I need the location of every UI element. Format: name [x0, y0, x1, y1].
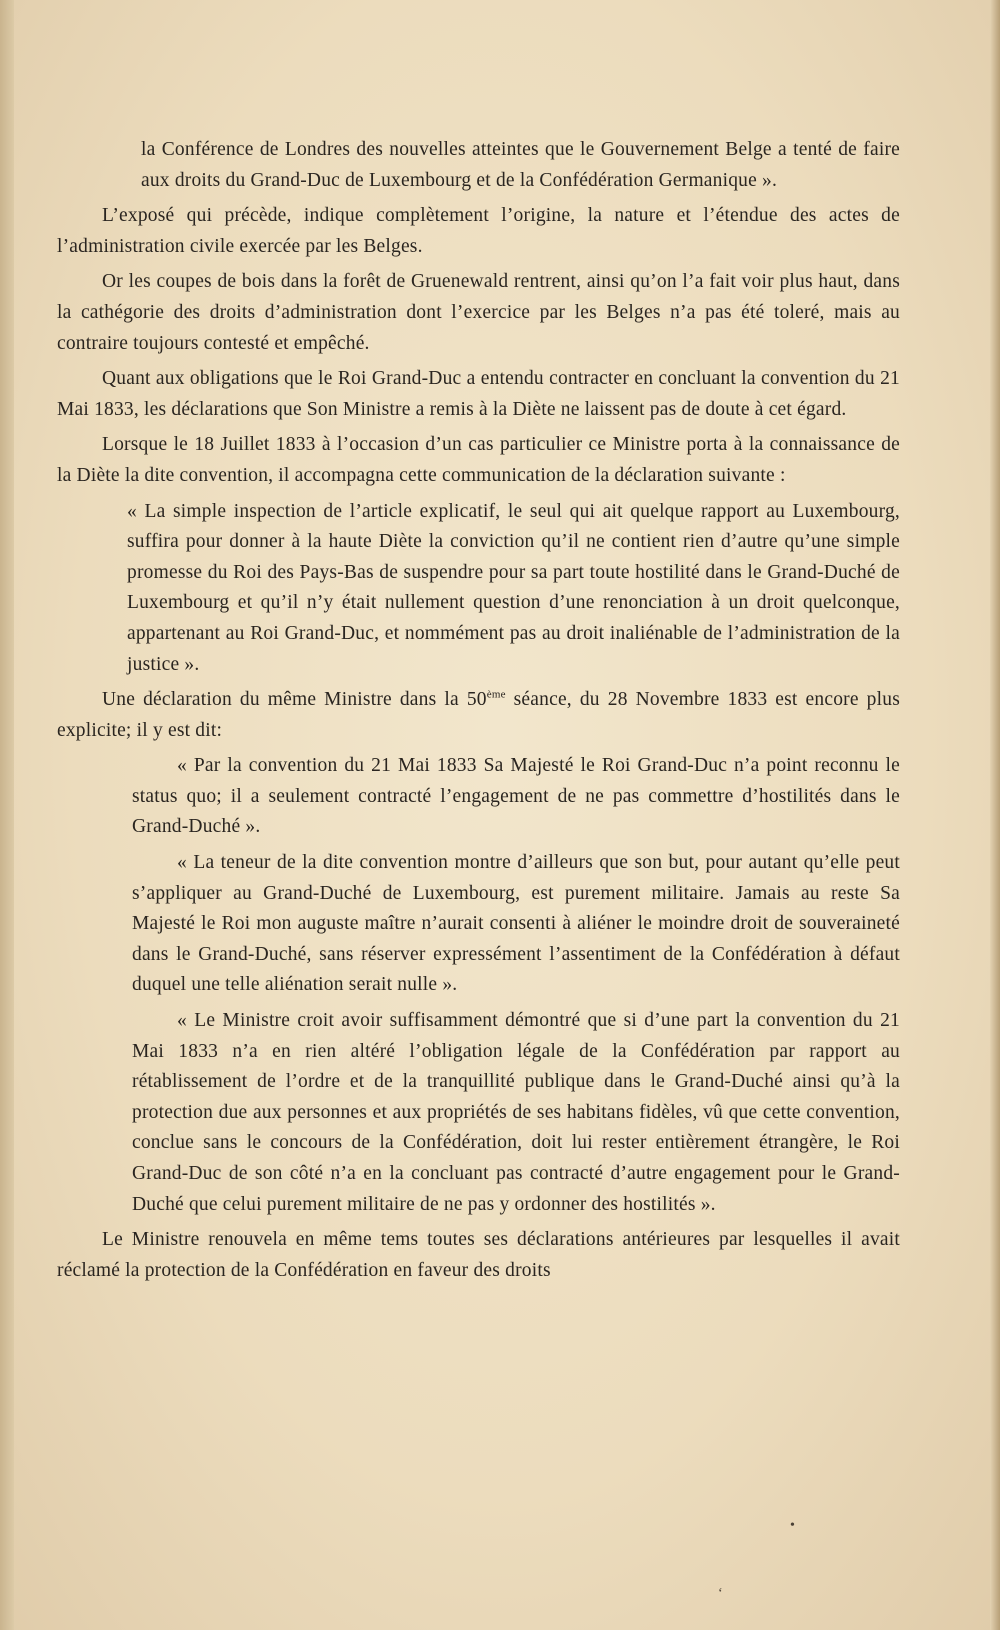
declaration-text-before: Une déclaration du même Ministre dans la 50: [102, 689, 487, 711]
ordinal-superscript: ème: [486, 688, 506, 701]
quote-status-quo: « Par la convention du 21 Mai 1833 Sa Majesté le Roi Grand-Duc n’a point reconnu le status quo; il a seulement contracté l’engagement de ne pas commettre d’hostilités dans le Grand-Duché ».: [132, 755, 900, 838]
document-body: [57, 135, 900, 1291]
paragraph-quote-continuation: la Conférence de Londres des nouvelles atteintes que le Gouvernement Belge a tenté de faire aux droits du Grand-Duc de Luxembourg et de la Confédération Germanique ».: [141, 139, 900, 191]
ink-speck: •: [790, 1518, 795, 1533]
quote-ministre-croit: « Le Ministre croit avoir suffisamment démontré que si d’une part la convention du 21 Mai 1833 n’a en rien altéré l’obligation légale de la Confédération par rapport au rétablissement de l’ordre et de la tranquillité publique dans le Grand-Duché ainsi qu’à la protection due aux personnes et aux propriétés de ses habitans fidèles, vû que cette convention, conclue sans le concours de la Confédération, doit lui rester entièrement étrangère, le Roi Grand-Duc de son côté n’a en la concluant pas contracté d’autre engagement pour le Grand-Duché que celui purement militaire de ne pas y ordonner des hostilités ».: [132, 1010, 900, 1215]
paragraph-expose: L’exposé qui précède, indique complètement l’origine, la nature et l’étendue des actes de l’administration civile exercée par les Belges.: [57, 205, 900, 257]
paragraph-juillet-1833: Lorsque le 18 Juillet 1833 à l’occasion d’un cas particulier ce Ministre porta à la connaissance de la Diète la dite convention, il accompagna cette communication de la déclaration suivante :: [57, 434, 900, 486]
quote-declaration-juillet: « La simple inspection de l’article explicatif, le seul qui ait quelque rapport au Luxembourg, suffira pour donner à la haute Diète la conviction qu’il ne contient rien d’autre qu’une simple promesse du Roi des Pays-Bas de suspendre pour sa part toute hostilité dans le Grand-Duché de Luxembourg et qu’il n’y était nullement question d’une renonciation à un droit quelconque, appartenant au Roi Grand-Duc, et nommément pas au droit inaliénable de l’administration de la justice ».: [127, 500, 900, 675]
ink-speck: ‘: [718, 1586, 723, 1601]
page-right-edge: [990, 0, 1000, 1630]
page-left-edge: [0, 0, 14, 1630]
declaration-text-after: séance, du 28 Novembre 1833 est encore plus explicite; il y est dit:: [57, 689, 900, 741]
paragraph-ministre-renouvela: Le Ministre renouvela en même tems toutes ses déclarations antérieures par lesquelles il avait réclamé la protection de la Confédération en faveur des droits: [57, 1229, 900, 1281]
quote-teneur-convention: « La teneur de la dite convention montre d’ailleurs que son but, pour autant qu’elle peut s’appliquer au Grand-Duché de Luxembourg, est purement militaire. Jamais au reste Sa Majesté le Roi mon auguste maître n’aurait consenti à aliéner le moindre droit de souveraineté dans le Grand-Duché, sans réserver expressément l’assentiment de la Confédération à défaut duquel une telle aliénation serait nulle ».: [132, 852, 900, 996]
paragraph-obligations: Quant aux obligations que le Roi Grand-Duc a entendu contracter en concluant la convention du 21 Mai 1833, les déclarations que Son Ministre a remis à la Diète ne laissent pas de doute à cet égard.: [57, 368, 900, 420]
paragraph-declaration-novembre: [57, 685, 900, 746]
paragraph-coupes-de-bois: Or les coupes de bois dans la forêt de Gruenewald rentrent, ainsi qu’on l’a fait voir plus haut, dans la cathégorie des droits d’administration dont l’exercice par les Belges n’a pas été toleré, mais au contraire toujours contesté et empêché.: [57, 271, 900, 354]
